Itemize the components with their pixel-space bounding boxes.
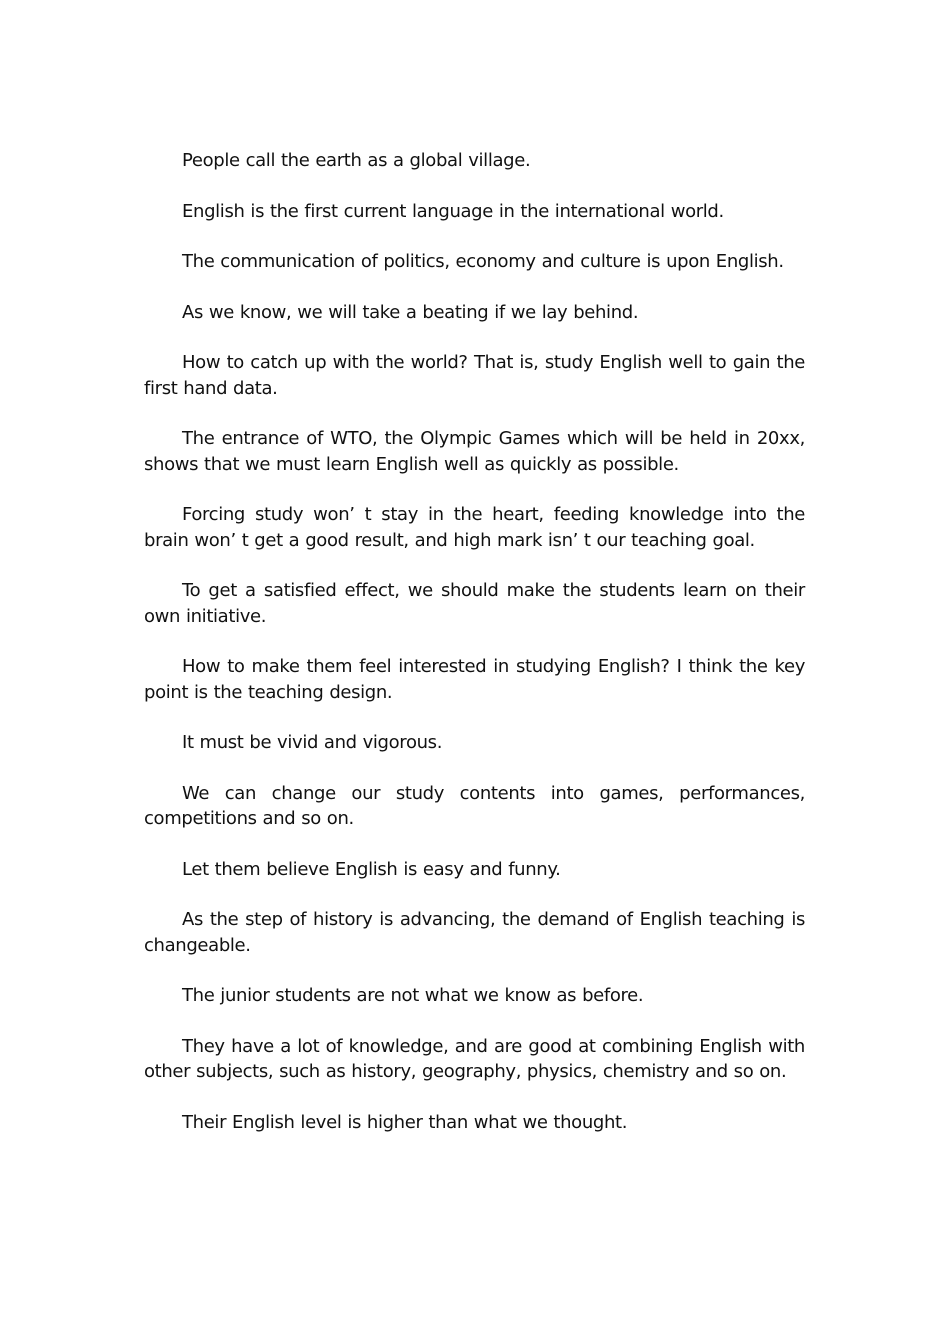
paragraph: As the step of history is advancing, the demand of English teaching is changeable. (144, 909, 805, 956)
paragraph: How to make them feel interested in studying English? I think the key point is the teaching design. (144, 656, 805, 703)
paragraph: To get a satisfied effect, we should make the students learn on their own initiative. (144, 580, 805, 627)
paragraph: People call the earth as a global village. (182, 150, 531, 171)
paragraph: We can change our study contents into games, performances, competitions and so on. (144, 782, 805, 829)
paragraph: They have a lot of knowledge, and are good at combining English with other subjects, such as history, geography, physics, chemistry and so on. (144, 1035, 805, 1082)
paragraph: Let them believe English is easy and funny. (182, 858, 561, 880)
paragraph: The communication of politics, economy and culture is upon English. (182, 251, 784, 272)
paragraph: The entrance of WTO, the Olympic Games which will be held in 20xx, shows that we must learn English well as quickly as possible. (144, 428, 805, 475)
paragraph: English is the first current language in the international world. (182, 200, 724, 222)
paragraph: As we know, we will take a beating if we lay behind. (182, 301, 639, 323)
paragraph: The junior students are not what we know as before. (182, 985, 644, 1006)
document-body (144, 148, 805, 1160)
paragraph: It must be vivid and vigorous. (182, 732, 443, 753)
paragraph: Their English level is higher than what we thought. (182, 1111, 628, 1133)
paragraph: Forcing study won’ t stay in the heart, feeding knowledge into the brain won’ t get a good result, and high mark isn’ t our teaching goal. (144, 504, 805, 551)
paragraph: How to catch up with the world? That is, study English well to gain the first hand data. (144, 352, 805, 399)
